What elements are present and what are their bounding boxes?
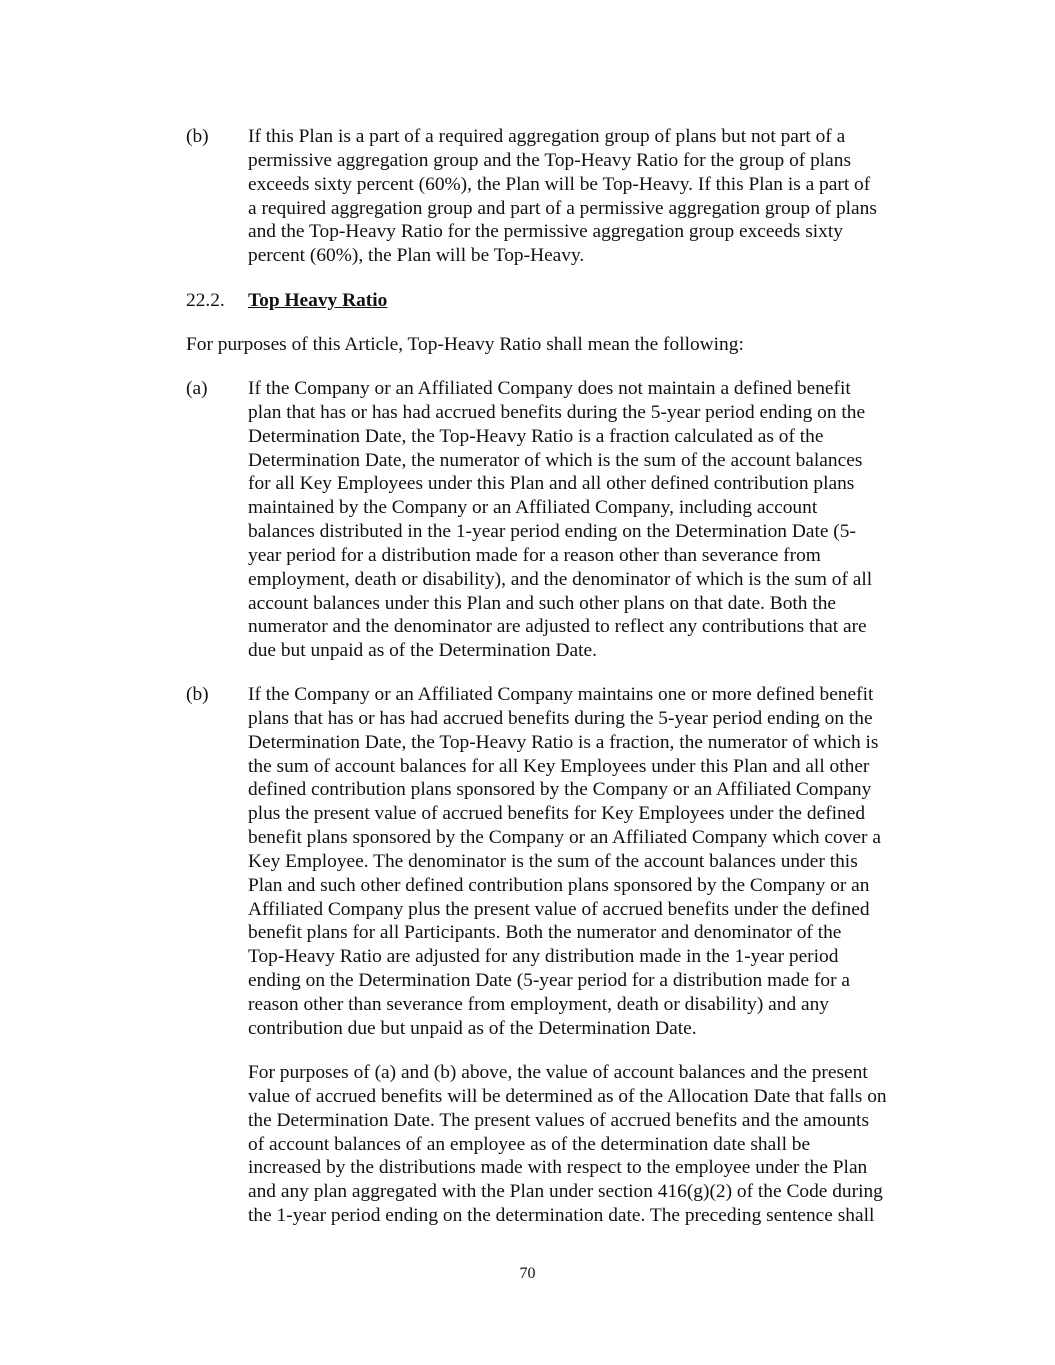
para-b2-line: If the Company or an Affiliated Company maintains one or more defined benefit: [248, 684, 874, 705]
para-b2-line: Top-Heavy Ratio are adjusted for any distribution made in the 1-year period: [248, 946, 839, 968]
para-a-line: year period for a distribution made for a reason other than severance from: [248, 544, 821, 566]
para-a-label: (a): [186, 378, 208, 399]
para-purposes-line: value of accrued benefits will be determined as of the Allocation Date that falls on: [248, 1085, 887, 1107]
para-purposes-line: of account balances of an employee as of the determination date shall be: [248, 1133, 811, 1155]
para-b1-line: percent (60%), the Plan will be Top-Heavy.: [248, 245, 585, 267]
para-b1-text: [248, 125, 948, 268]
para-a-line: numerator and the denominator are adjusted to reflect any contributions that are: [248, 616, 867, 638]
para-b2-line: benefit plans sponsored by the Company or an Affiliated Company which cover a: [248, 827, 881, 849]
page-number: 70: [519, 1265, 536, 1282]
para-b2-label: (b): [186, 684, 209, 705]
para-a-line: employment, death or disability), and the denominator of which is the sum of all: [248, 568, 873, 590]
para-a-line: If the Company or an Affiliated Company does not maintain a defined benefit: [248, 378, 851, 399]
para-b2-line: Key Employee. The denominator is the sum of the account balances under this: [248, 850, 858, 872]
para-purposes-line: and any plan aggregated with the Plan under section 416(g)(2) of the Code during: [248, 1181, 883, 1203]
para-a-line: for all Key Employees under this Plan and all other defined contribution plans: [248, 473, 855, 495]
para-b2-line: defined contribution plans sponsored by the Company or an Affiliated Company: [248, 779, 872, 801]
para-b1-label: (b): [186, 126, 209, 147]
para-purposes-line: increased by the distributions made with respect to the employee under the Plan: [248, 1157, 868, 1179]
para-b1-line: exceeds sixty percent (60%), the Plan will be Top-Heavy. If this Plan is a part of: [248, 173, 871, 195]
para-a-line: maintained by the Company or an Affiliated Company, including account: [248, 497, 818, 519]
section-heading: [248, 289, 948, 313]
para-b2-line: reason other than severance from employment, death or disability) and any: [248, 993, 829, 1015]
para-purposes-text: [248, 1061, 948, 1228]
para-purposes-line: the Determination Date. The present values of accrued benefits and the amounts: [248, 1109, 869, 1131]
para-b2-text: [248, 683, 948, 1041]
para-a-line: account balances under this Plan and such other plans on that date. Both the: [248, 592, 837, 614]
para-b2-line: benefit plans for all Participants. Both the numerator and denominator of the: [248, 922, 842, 944]
para-b2-line: plus the present value of accrued benefits for Key Employees under the defined: [248, 803, 866, 825]
para-b2-line: ending on the Determination Date (5-year period for a distribution made for a: [248, 970, 850, 992]
section-title: Top Heavy Ratio: [248, 290, 388, 311]
para-a-line: plan that has or has had accrued benefits during the 5-year period ending on the: [248, 401, 866, 423]
para-a-line: Determination Date, the Top-Heavy Ratio is a fraction calculated as of the: [248, 425, 824, 447]
para-purposes-line: For purposes of (a) and (b) above, the value of account balances and the present: [248, 1062, 868, 1083]
para-a-line: balances distributed in the 1-year period ending on the Determination Date (5-: [248, 521, 856, 543]
para-b2-line: the sum of account balances for all Key Employees under this Plan and all other: [248, 755, 870, 777]
para-a-line: due but unpaid as of the Determination Date.: [248, 640, 597, 662]
para-b1-line: If this Plan is a part of a required aggregation group of plans but not part of a: [248, 126, 846, 147]
para-a-text: [248, 377, 948, 663]
section-number: 22.2.: [186, 290, 225, 311]
intro-text: For purposes of this Article, Top-Heavy Ratio shall mean the following:: [186, 334, 744, 355]
para-a-line: Determination Date, the numerator of which is the sum of the account balances: [248, 449, 863, 471]
para-b1-line: a required aggregation group and part of a permissive aggregation group of plans: [248, 197, 877, 219]
para-b1-line: permissive aggregation group and the Top-Heavy Ratio for the group of plans: [248, 149, 852, 171]
para-b2-line: contribution due but unpaid as of the Determination Date.: [248, 1017, 697, 1039]
para-b1-line: and the Top-Heavy Ratio for the permissive aggregation group exceeds sixty: [248, 221, 843, 243]
para-purposes-line: the 1-year period ending on the determination date. The preceding sentence shall: [248, 1205, 875, 1227]
para-b2-line: Determination Date, the Top-Heavy Ratio is a fraction, the numerator of which is: [248, 731, 879, 753]
para-b2-line: plans that has or has had accrued benefits during the 5-year period ending on the: [248, 707, 873, 729]
para-b2-line: Plan and such other defined contribution plans sponsored by the Company or an: [248, 874, 870, 896]
para-b2-line: Affiliated Company plus the present value of accrued benefits under the defined: [248, 898, 870, 920]
